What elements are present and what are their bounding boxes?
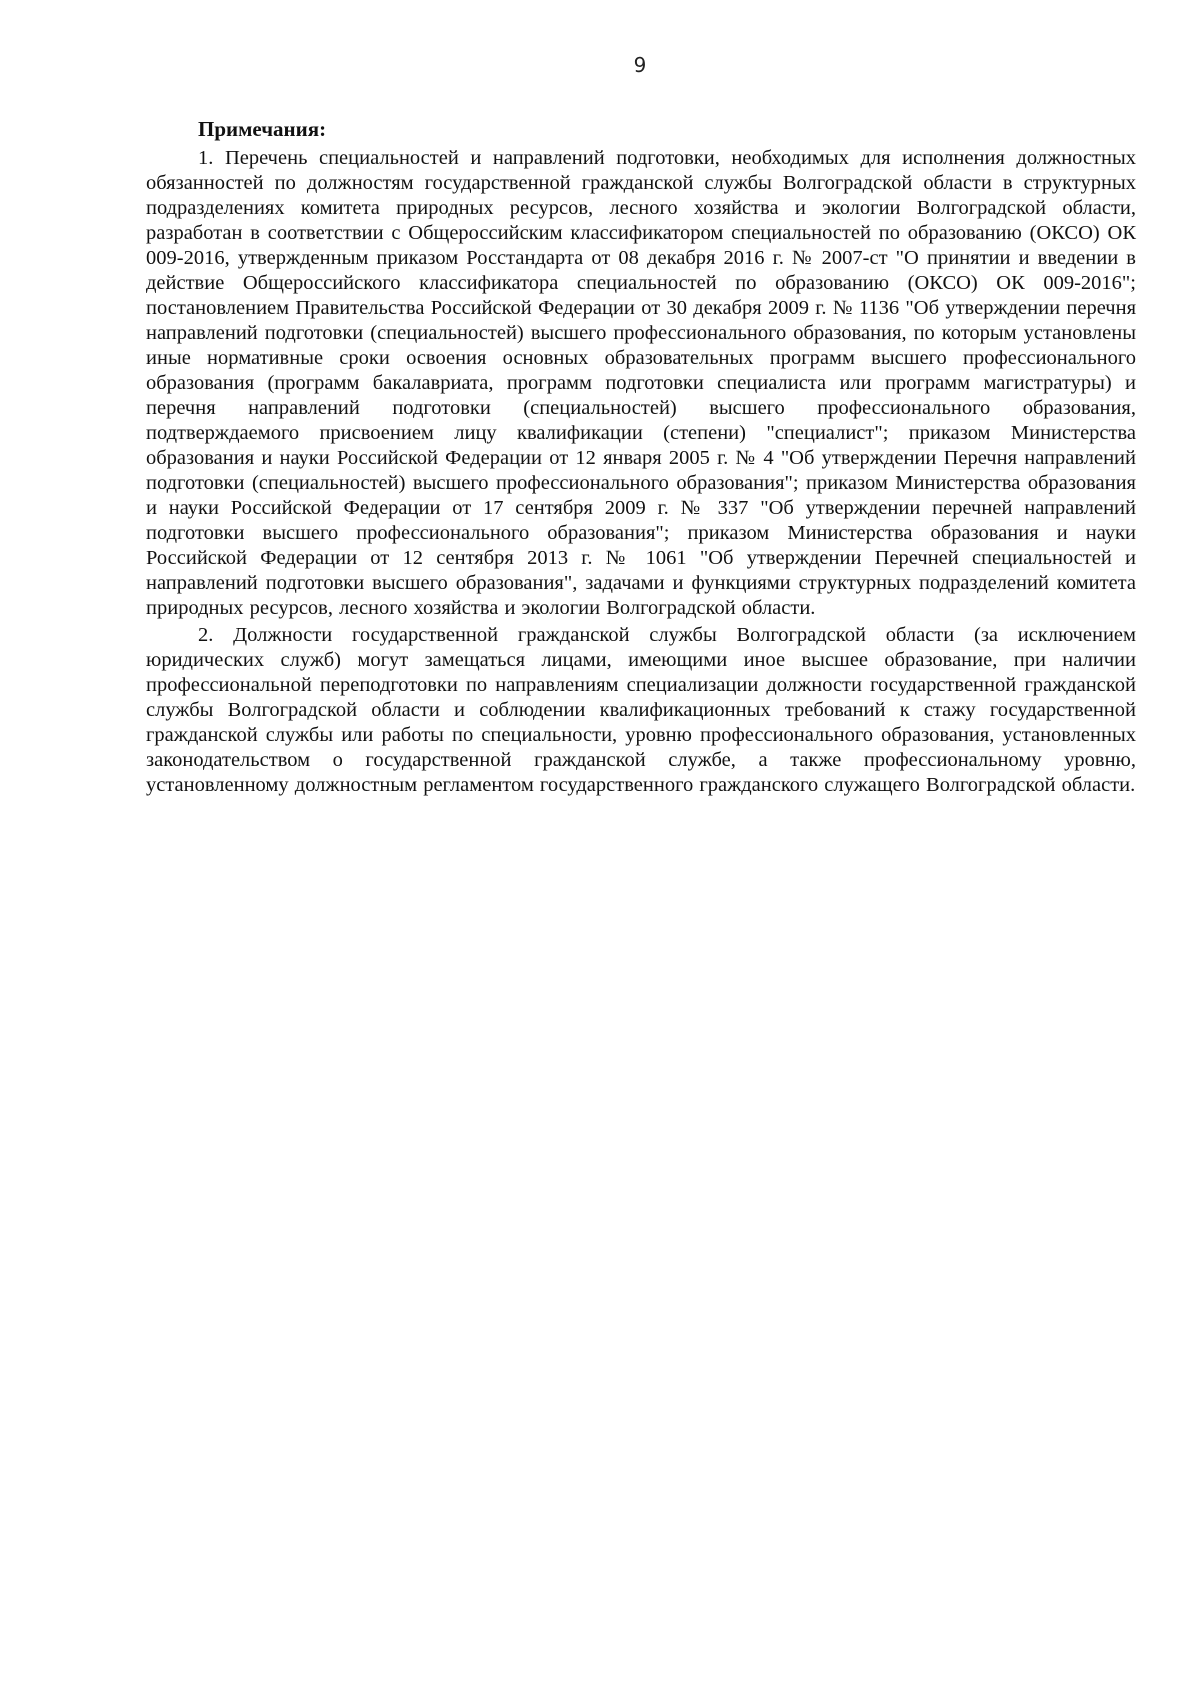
notes-heading: Примечания: [198,117,327,141]
notes-section [146,116,1136,798]
page-number: 9 [633,53,647,77]
note-paragraph-1: 1. Перечень специальностей и направлений подготовки, необходимых для исполнения должностных обязанностей по должностям государственной гражданской службы Волгоградской области в структурных подразделениях комитета природных ресурсов, лесного хозяйства и экологии Волгоградской области, разработан в соответствии с Общероссийским классификатором специальностей по образованию (ОКСО) ОК 009-2016, утвержденным приказом Росстандарта от 08 декабря 2016 г. № 2007-ст "О принятии и введении в действие Общероссийского классификатора специальностей по образованию (ОКСО) ОК 009-2016"; постановлением Правительства Российской Федерации от 30 декабря 2009 г. № 1136 "Об утверждении перечня направлений подготовки (специальностей) высшего профессионального образования, по которым установлены иные нормативные сроки освоения основных образовательных программ высшего профессионального образования (программ бакалавриата, программ подготовки специалиста или программ магистратуры) и перечня направлений подготовки (специальностей) высшего профессионального образования, подтверждаемого присвоением лицу квалификации (степени) "специалист"; приказом Министерства образования и науки Российской Федерации от 12 января 2005 г. № 4 "Об утверждении Перечня направлений подготовки (специальностей) высшего профессионального образования"; приказом Министерства образования и науки Российской Федерации от 17 сентября 2009 г. № 337 "Об утверждении перечней направлений подготовки высшего профессионального образования"; приказом Министерства образования и науки Российской Федерации от 12 сентября 2013 г. № 1061 "Об утверждении Перечней специальностей и направлений подготовки высшего образования", задачами и функциями структурных подразделений комитета природных ресурсов, лесного хозяйства и экологии Волгоградской области. [146,147,1136,619]
note-paragraph-2: 2. Должности государственной гражданской службы Волгоградской области (за исключением юридических служб) могут замещаться лицами, имеющими иное высшее образование, при наличии профессиональной переподготовки по направлениям специализации должности государственной гражданской службы Волгоградской области и соблюдении квалификационных требований к стажу государственной гражданской службы или работы по специальности, уровню профессионального образования, установленных законодательством о государственной гражданской службе, а также профессиональному уровню, установленному должностным регламентом государственного гражданского служащего Волгоградской области. [146,624,1136,796]
